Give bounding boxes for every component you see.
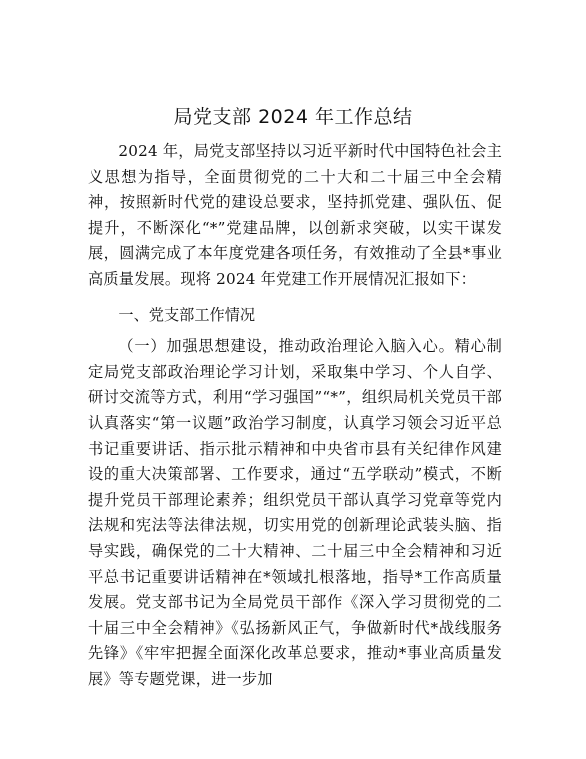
intro-paragraph: 2024 年，局党支部坚持以习近平新时代中国特色社会主义思想为指导，全面贯彻党的二十大和二十届三中全会精神，按照新时代党的建设总要求，坚持抓党建、强队伍、促提升，不断深化“*”党建品牌，以创新求突破，以实干谋发展，圆满完成了本年度党建各项任务，有效推动了全县*事业高质量发展。现将 2024 年党建工作开展情况汇报如下： — [88, 142, 502, 288]
document-body — [88, 139, 502, 692]
document-title: 局党支部 2024 年工作总结 — [173, 106, 413, 128]
section-paragraph: （一）加强思想建设，推动政治理论入脑入心。精心制定局党支部政治理论学习计划，采取集中学习、个人自学、研讨交流等方式，利用“学习强国”“*”，组织局机关党员干部认真落实“第一议题”政治学习制度，认真学习领会习近平总书记重要讲话、指示批示精神和中央省市县有关纪律作风建设的重大决策部署、工作要求，通过“五学联动”模式，不断提升党员干部理论素养；组织党员干部认真学习党章等党内法规和宪法等法律法规，切实用党的创新理论武装头脑、指导实践，确保党的二十大精神、二十届三中全会精神和习近平总书记重要讲话精神在*领域扎根落地，指导*工作高质量发展。党支部书记为全局党员干部作《深入学习贯彻党的二十届三中全会精神》《弘扬新风正气，争做新时代*战线服务先锋》《牢牢把握全面深化改革总要求，推动*事业高质量发展》等专题党课，进一步加 — [88, 337, 502, 688]
section-heading: 一、党支部工作情况 — [118, 305, 256, 324]
